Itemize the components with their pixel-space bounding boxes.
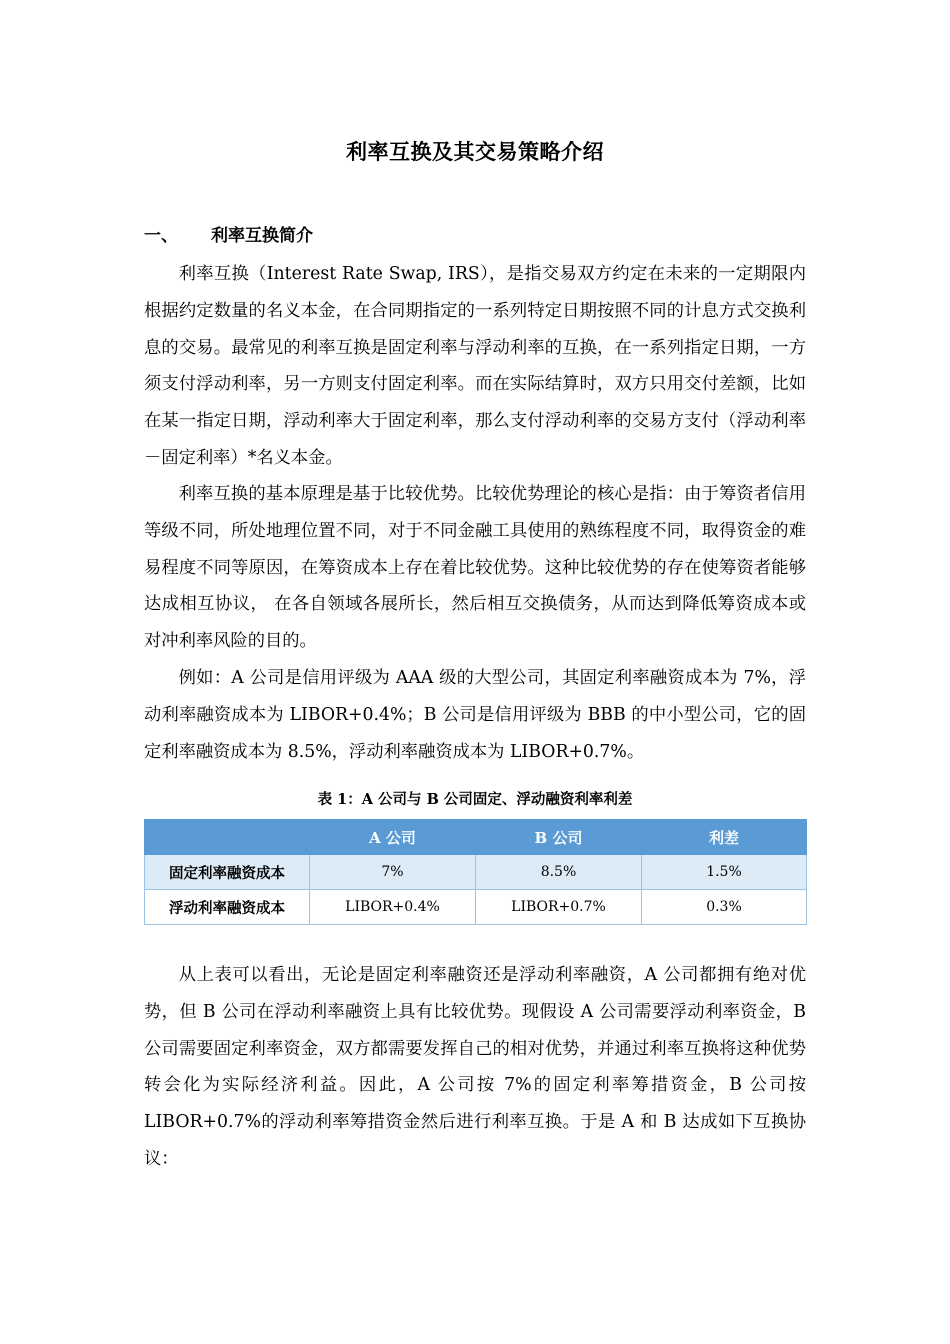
table-cell: 1.5%: [642, 855, 807, 890]
table-cell: LIBOR+0.7%: [476, 890, 642, 925]
table-header-cell: A 公司: [310, 820, 476, 855]
table-cell: 7%: [310, 855, 476, 890]
document-title: 利率互换及其交易策略介绍: [346, 139, 604, 164]
table-header-cell: [145, 820, 310, 855]
rate-comparison-table: [144, 819, 807, 925]
table-row-label: 固定利率融资成本: [145, 855, 310, 890]
paragraph-definition: 利率互换（Interest Rate Swap, IRS），是指交易双方约定在未来的一定期限内根据约定数量的名义本金，在合同期指定的一系列特定日期按照不同的计息方式交换利息的交易。最常见的利率互换是固定利率与浮动利率的互换，在一系列指定日期，一方须支付浮动利率，另一方则支付固定利率。而在实际结算时，双方只用交付差额，比如在某一指定日期，浮动利率大于固定利率，那么支付浮动利率的交易方支付（浮动利率－固定利率）*名义本金。: [144, 264, 806, 468]
paragraph-principle: 利率互换的基本原理是基于比较优势。比较优势理论的核心是指：由于筹资者信用等级不同，所处地理位置不同，对于不同金融工具使用的熟练程度不同，取得资金的难易程度不同等原因，在筹资成本上存在着比较优势。这种比较优势的存在使筹资者能够达成相互协议， 在各自领域各展所长，然后相互交换债务，从而达到降低筹资成本或对冲利率风险的目的。: [144, 484, 806, 652]
section-number: 一、: [144, 226, 178, 246]
table-caption: 表 1：A 公司与 B 公司固定、浮动融资利率利差: [317, 791, 633, 808]
section-heading: [144, 222, 313, 250]
table-row: [145, 890, 807, 925]
paragraph-example: 例如：A 公司是信用评级为 AAA 级的大型公司，其固定利率融资成本为 7%，浮动利率融资成本为 LIBOR+0.4%；B 公司是信用评级为 BBB 的中小型公司，它的固定利率融资成本为 8.5%，浮动利率融资成本为 LIBOR+0.7%。: [144, 668, 806, 762]
table-row-label: 浮动利率融资成本: [145, 890, 310, 925]
table-cell: 0.3%: [642, 890, 807, 925]
table-row: [145, 855, 807, 890]
paragraph-analysis: 从上表可以看出，无论是固定利率融资还是浮动利率融资，A 公司都拥有绝对优势，但 B 公司在浮动利率融资上具有比较优势。现假设 A 公司需要浮动利率资金，B 公司需要固定利率资金，双方都需要发挥自己的相对优势，并通过利率互换将这种优势转会化为实际经济利益。因此，A 公司按 7%的固定利率筹措资金，B 公司按 LIBOR+0.7%的浮动利率筹措资金然后进行利率互换。于是 A 和 B 达成如下互换协议：: [144, 965, 806, 1169]
section-heading-text: 利率互换简介: [211, 226, 313, 246]
table-cell: 8.5%: [476, 855, 642, 890]
table-header-cell: B 公司: [476, 820, 642, 855]
table-header-row: [145, 820, 807, 855]
table-header-cell: 利差: [642, 820, 807, 855]
table-cell: LIBOR+0.4%: [310, 890, 476, 925]
